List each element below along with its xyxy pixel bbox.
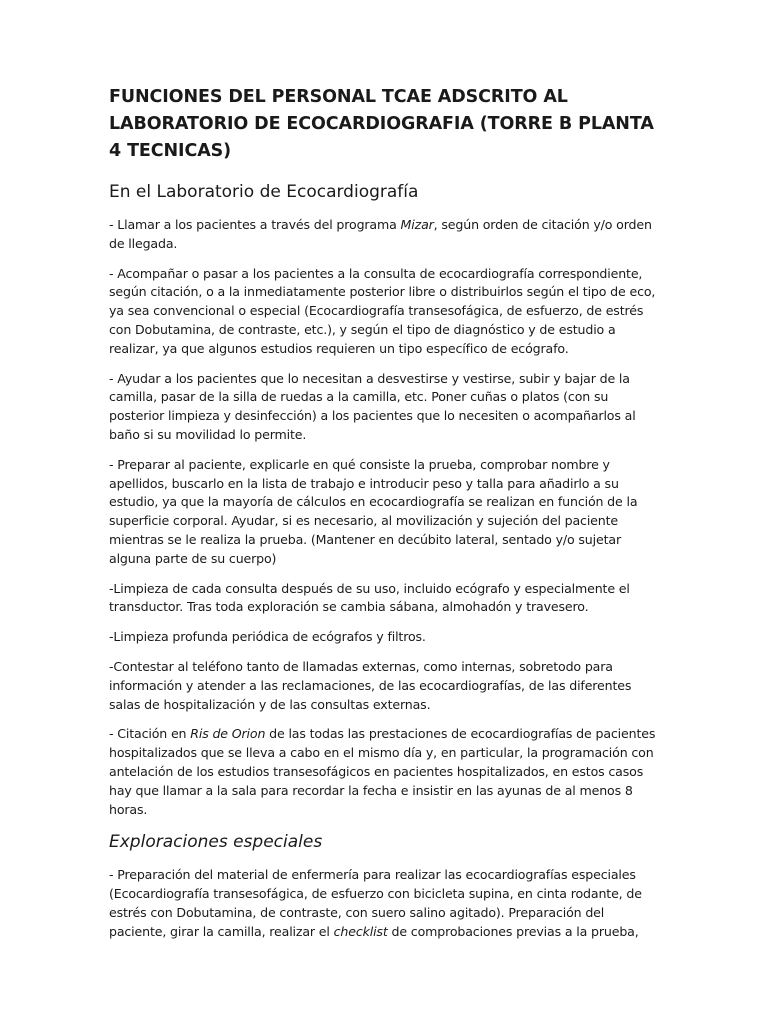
paragraph-limpieza-profunda: -Limpieza profunda periódica de ecógrafos y filtros. — [109, 629, 426, 645]
paragraph-citacion-ris — [109, 725, 661, 819]
paragraph-acompanar-pacientes: - Acompañar o pasar a los pacientes a la consulta de ecocardiografía correspondiente, según citación, o a la inmediatamente posterior libre o distribuirlos según el tipo de eco, ya sea convencional o especial (Ecocardiografía transesofágica, de esfuerzo, de estrés con Dobutamina, de contraste, etc.), y según el tipo de diagnóstico y de estudio a realizar, ya que algunos estudios requieren un tipo específico de ecógrafo. — [109, 265, 656, 356]
paragraph-llamar-pacientes — [109, 216, 661, 254]
program-name-mizar: Mizar — [400, 217, 434, 232]
paragraph-ayudar-pacientes: - Ayudar a los pacientes que lo necesitan a desvestirse y vestirse, subir y bajar de la camilla, pasar de la silla de ruedas a la camilla, etc. Poner cuñas o platos (con su posterior limpieza y desinfección) a los pacientes que lo necesiten o acompañarlos al baño si su movilidad lo permite. — [109, 370, 636, 442]
paragraph-text: , según orden de citación y/o orden de llegada. — [109, 217, 652, 251]
document-page — [109, 84, 661, 953]
document-title: FUNCIONES DEL PERSONAL TCAE ADSCRITO AL LABORATORIO DE ECOCARDIOGRAFIA (TORRE B PLANTA 4 TECNICAS) — [109, 87, 654, 161]
paragraph-text: de las todas las prestaciones de ecocardiografías de pacientes hospitalizados que se lleva a cabo en el mismo día y, en particular, la programación con antelación de los estudios transesofágicos en pacientes hospitalizados, en estos casos hay que llamar a la sala para recordar la fecha e insistir en las ayunas de al menos 8 horas. — [109, 726, 656, 817]
paragraph-preparar-paciente: - Preparar al paciente, explicarle en qué consiste la prueba, comprobar nombre y apellidos, buscarlo en la lista de trabajo e introducir peso y talla para añadirlo a su estudio, ya que la mayoría de cálculos en ecocardiografía se realizan en función de la superficie corporal. Ayudar, si es necesario, al movilización y sujeción del paciente mientras se le realiza la prueba. (Mantener en decúbito lateral, sentado y/o sujetar alguna parte de su cuerpo) — [109, 456, 638, 566]
section-heading-exploraciones-especiales: Exploraciones especiales — [109, 832, 323, 853]
system-name-ris-de-orion: Ris de Orion — [190, 726, 266, 742]
section-heading-laboratorio: En el Laboratorio de Ecocardiografía — [109, 182, 419, 202]
paragraph-preparacion-material — [109, 866, 661, 941]
paragraph-text: - Citación en — [109, 726, 191, 742]
paragraph-text: - Llamar a los pacientes a través del programa — [109, 217, 401, 232]
paragraph-text: - Preparación del material de enfermería para realizar las ecocardiografías especiales (Ecocardiografía transesofágica, de esfuerzo con bicicleta supina, en cinta rodante, de estrés con Dobutamina, de contraste, con suero salino agitado). Preparación del paciente, girar la camilla, realizar el — [109, 867, 642, 939]
paragraph-limpieza-consulta: -Limpieza de cada consulta después de su uso, incluido ecógrafo y especialmente el transductor. Tras toda exploración se cambia sábana, almohadón y travesero. — [109, 580, 630, 615]
paragraph-contestar-telefono: -Contestar al teléfono tanto de llamadas externas, como internas, sobretodo para información y atender a las reclamaciones, de las ecocardiografías, de las diferentes salas de hospitalización y de las consultas externas. — [109, 658, 632, 712]
paragraph-text: de comprobaciones previas a la prueba, — [387, 923, 639, 939]
term-checklist: checklist — [333, 923, 388, 939]
